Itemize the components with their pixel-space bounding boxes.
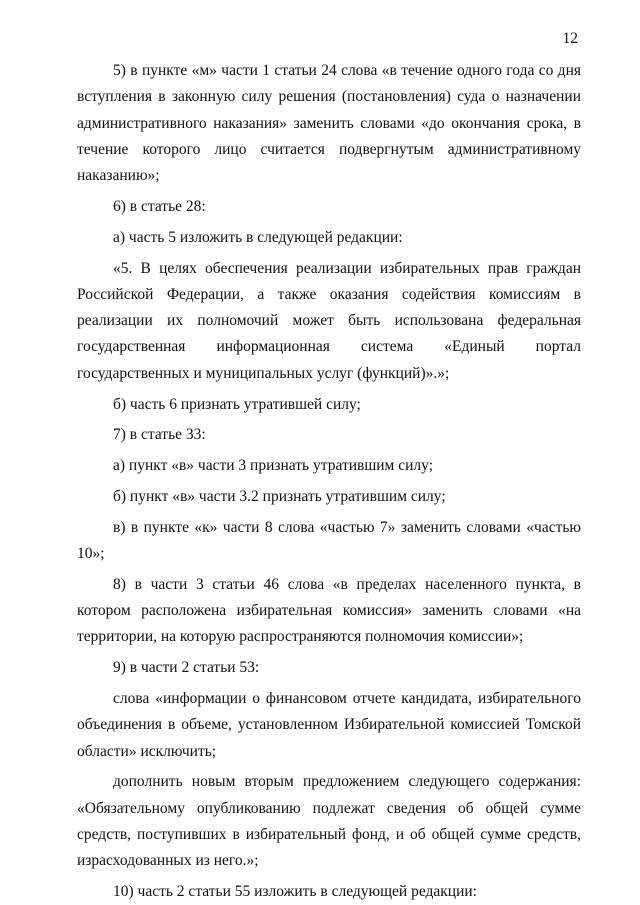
page-number: 12 xyxy=(562,30,578,47)
paragraph-item-8: 8) в части 3 статьи 46 слова «в пределах населенного пункта, в котором расположена избирательная комиссия» заменить словами «на территории, на которую распространяются полномочия комиссии»; xyxy=(77,575,581,646)
paragraph-item-7: 7) в статье 33: xyxy=(113,426,206,444)
paragraph-quote-part-5: «5. В целях обеспечения реализации избирательных прав граждан Российской Федерации, а также оказания содействия комиссиям в реализации их полномочий может быть использована федеральная государственная информационная система «Единый портал государственных и муниципальных услуг (функций)».»; xyxy=(77,259,581,382)
document-body xyxy=(77,58,581,905)
paragraph-item-7a: а) пункт «в» части 3 признать утратившим силу; xyxy=(113,457,434,475)
paragraph-item-7b: б) пункт «в» части 3.2 признать утратившим силу; xyxy=(113,487,446,505)
paragraph-item-10: 10) часть 2 статьи 55 изложить в следующей редакции: xyxy=(113,883,477,901)
paragraph-item-9-supplement: дополнить новым вторым предложением следующего содержания: «Обязательному опубликованию подлежат сведения об общей сумме средств, поступивших в избирательный фонд, и об общей сумме средств, израсходованных из него.»; xyxy=(77,773,581,870)
paragraph-item-6: 6) в статье 28: xyxy=(113,197,206,215)
paragraph-item-5: 5) в пункте «м» части 1 статьи 24 слова «в течение одного года со дня вступления в законную силу решения (постановления) суда о назначении административного наказания» заменить словами «до окончания срока, в течение которого лицо считается подвергнутым административному наказанию»; xyxy=(77,62,581,185)
paragraph-item-6b: б) часть 6 признать утратившей силу; xyxy=(113,395,361,413)
paragraph-item-9: 9) в части 2 статьи 53: xyxy=(113,659,260,677)
paragraph-item-6a: а) часть 5 изложить в следующей редакции: xyxy=(113,228,403,246)
paragraph-item-9-words: слова «информации о финансовом отчете кандидата, избирательного объединения в объеме, установленном Избирательной комиссией Томской области» исключить; xyxy=(77,690,581,760)
paragraph-item-7v: в) в пункте «к» части 8 слова «частью 7» заменить словами «частью 10»; xyxy=(77,518,581,563)
